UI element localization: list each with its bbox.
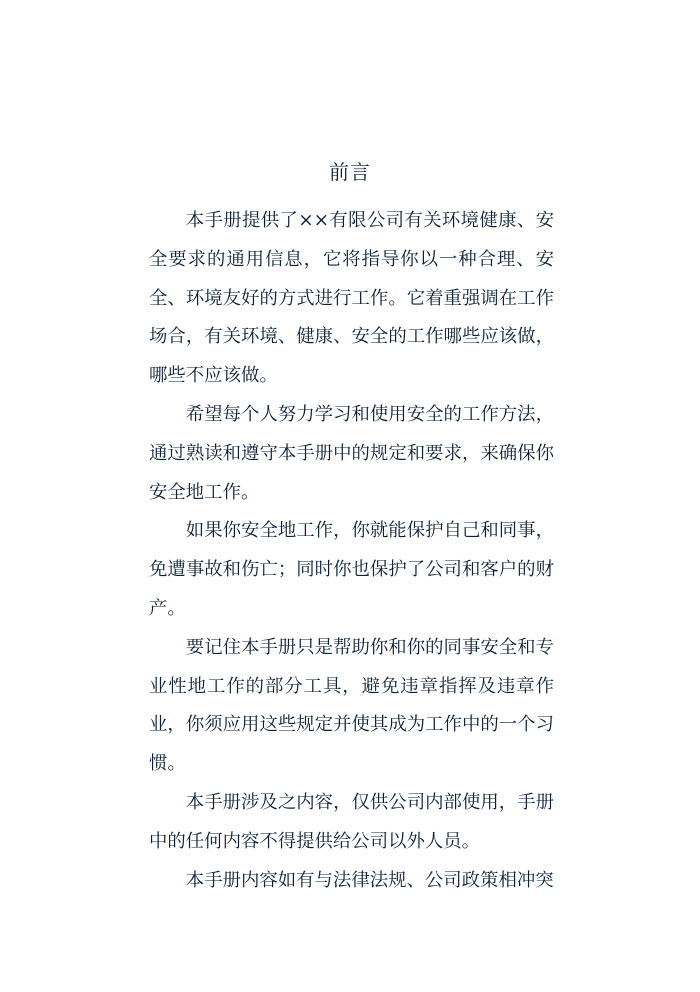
paragraph-6: 本手册内容如有与法律法规、公司政策相冲突: [185, 869, 554, 891]
paragraph-5: 本手册涉及之内容，仅供公司内部使用，手册中的任何内容不得提供给公司以外人员。: [149, 791, 554, 852]
document-body: [149, 202, 554, 900]
paragraph-2: 希望每个人努力学习和使用安全的工作方法，通过熟读和遵守本手册中的规定和要求，来确保你安全地工作。: [149, 403, 554, 503]
paragraph-1: 本手册提供了××有限公司有关环境健康、安全要求的通用信息，它将指导你以一种合理、安全、环境友好的方式进行工作。它着重强调在工作场合，有关环境、健康、安全的工作哪些应该做，哪些不应该做。: [149, 210, 554, 387]
page-title: 前言: [329, 160, 371, 184]
paragraph-3: 如果你安全地工作，你就能保护自己和同事，免遭事故和伤亡；同时你也保护了公司和客户的财产。: [149, 520, 554, 619]
paragraph-4: 要记住本手册只是帮助你和你的同事安全和专业性地工作的部分工具，避免违章指挥及违章作业，你须应用这些规定并使其成为工作中的一个习惯。: [149, 636, 554, 775]
